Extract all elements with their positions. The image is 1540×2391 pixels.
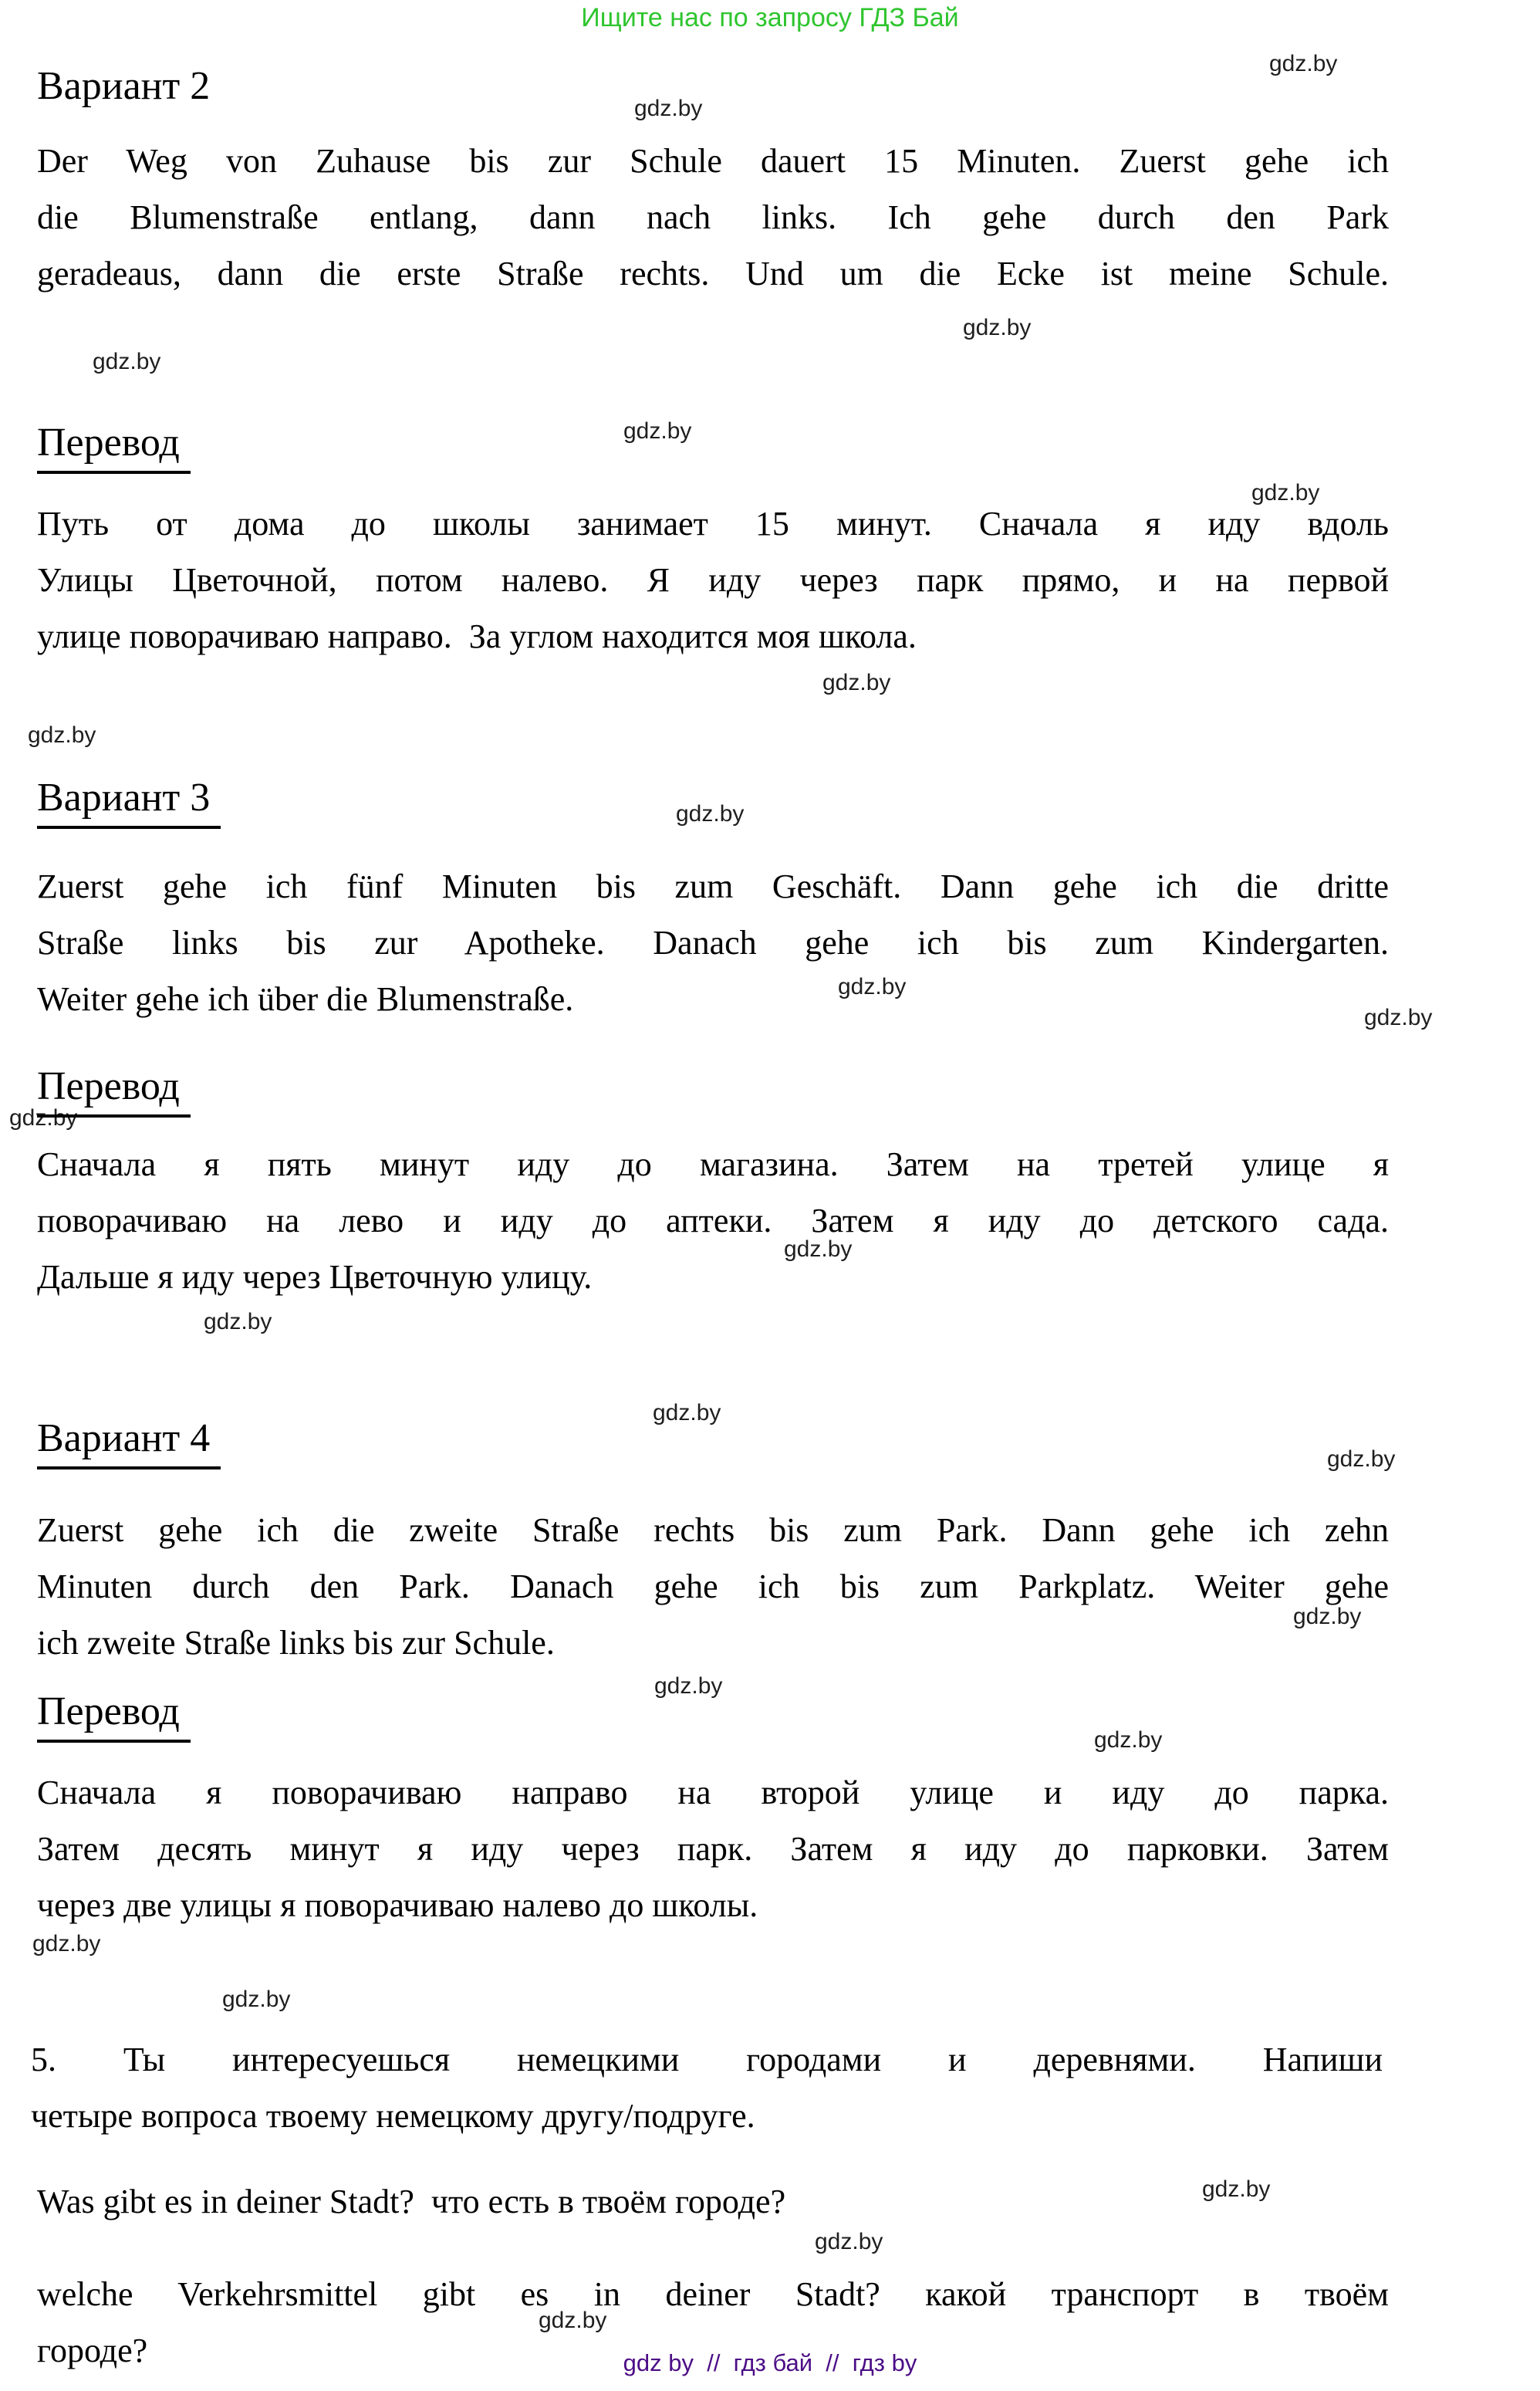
gdz-watermark: gdz.by <box>963 315 1032 340</box>
gdz-watermark: gdz.by <box>623 418 692 444</box>
gdz-watermark: gdz.by <box>838 974 907 999</box>
gdz-watermark: gdz.by <box>676 801 745 827</box>
variant4-heading: Вариант 4 <box>37 1417 221 1469</box>
gdz-watermark: gdz.by <box>204 1309 272 1334</box>
text-line: ich zweite Straße links bis zur Schule. <box>37 1624 555 1662</box>
variant4-translation-heading: Перевод <box>37 1690 191 1743</box>
footer-watermark: gdz by // гдз бай // гдз by <box>623 2349 917 2376</box>
text-line: четыре вопроса твоему немецкому другу/подруге. <box>31 2097 755 2135</box>
gdz-watermark: gdz.by <box>1094 1727 1163 1753</box>
text-line: Путь от дома до школы занимает 15 минут. Сначала я иду вдоль <box>37 505 1389 543</box>
text-line: Дальше я иду через Цветочную улицу. <box>37 1258 593 1296</box>
gdz-watermark: gdz.by <box>1364 1005 1433 1030</box>
gdz-watermark: gdz.by <box>784 1236 853 1262</box>
variant3-translation-heading: Перевод <box>37 1065 191 1118</box>
variant4-russian-paragraph <box>37 1764 1389 1933</box>
text-line: Minuten durch den Park. Danach gehe ich bis zum Parkplatz. Weiter gehe <box>37 1568 1389 1605</box>
gdz-watermark: gdz.by <box>634 96 703 121</box>
variant3-german-paragraph <box>37 858 1389 1027</box>
text-line: поворачиваю на лево и иду до аптеки. Затем я иду до детского сада. <box>37 1202 1389 1239</box>
gdz-watermark: gdz.by <box>1327 1446 1396 1472</box>
text-line: улице поворачиваю направо. За углом находится моя школа. <box>37 617 917 655</box>
gdz-watermark: gdz.by <box>93 349 161 374</box>
text-line: Сначала я поворачиваю направо на второй улице и иду до парка. <box>37 1774 1389 1811</box>
text-line: welche Verkehrsmittel gibt es in deiner Stadt? какой транспорт в твоём <box>37 2275 1389 2313</box>
gdz-watermark: gdz.by <box>539 2308 607 2333</box>
promo-banner: Ищите нас по запросу ГДЗ Бай <box>581 3 959 32</box>
text-line: geradeaus, dann die erste Straße rechts. Und um die Ecke ist meine Schule. <box>37 255 1389 293</box>
gdz-watermark: gdz.by <box>654 1673 723 1699</box>
gdz-watermark: gdz.by <box>32 1931 101 1956</box>
gdz-watermark: gdz.by <box>653 1400 721 1425</box>
variant2-russian-paragraph <box>37 495 1389 665</box>
gdz-watermark: gdz.by <box>1269 51 1338 76</box>
text-line: Weiter gehe ich über die Blumenstraße. <box>37 980 574 1018</box>
text-line: 5. Ты интересуешься немецкими городами и деревнями. Напиши <box>31 2041 1383 2078</box>
text-line: Zuerst gehe ich die zweite Straße rechts bis zum Park. Dann gehe ich zehn <box>37 1511 1389 1549</box>
variant2-translation-heading: Перевод <box>37 421 191 474</box>
text-line: die Blumenstraße entlang, dann nach links. Ich gehe durch den Park <box>37 198 1389 236</box>
text-line: Der Weg von Zuhause bis zur Schule dauert 15 Minuten. Zuerst gehe ich <box>37 142 1389 180</box>
text-line: Was gibt es in deiner Stadt? что есть в твоём городе? <box>37 2183 786 2220</box>
gdz-watermark: gdz.by <box>9 1105 78 1131</box>
text-line: Затем десять минут я иду через парк. Затем я иду до парковки. Затем <box>37 1830 1389 1868</box>
text-line: через две улицы я поворачиваю налево до школы. <box>37 1886 758 1924</box>
text-line: Straße links bis zur Apotheke. Danach gehe ich bis zum Kindergarten. <box>37 924 1389 962</box>
task5-question1 <box>37 2173 1389 2230</box>
variant2-heading: Вариант 2 <box>37 64 211 108</box>
gdz-watermark: gdz.by <box>222 1987 291 2012</box>
text-line: Улицы Цветочной, потом налево. Я иду через парк прямо, и на первой <box>37 561 1389 599</box>
gdz-watermark: gdz.by <box>1293 1604 1362 1629</box>
task5-intro <box>31 2031 1383 2144</box>
text-line: Zuerst gehe ich fünf Minuten bis zum Geschäft. Dann gehe ich die dritte <box>37 867 1389 905</box>
gdz-watermark: gdz.by <box>822 670 891 695</box>
variant3-russian-paragraph <box>37 1136 1389 1305</box>
variant3-heading: Вариант 3 <box>37 776 221 829</box>
variant2-german-paragraph <box>37 133 1389 302</box>
text-line: городе? <box>37 2332 148 2369</box>
gdz-watermark: gdz.by <box>28 722 96 748</box>
text-line: Сначала я пять минут иду до магазина. Затем на третей улице я <box>37 1145 1389 1183</box>
variant4-german-paragraph <box>37 1502 1389 1671</box>
gdz-watermark: gdz.by <box>1251 480 1320 506</box>
gdz-watermark: gdz.by <box>815 2229 883 2254</box>
gdz-watermark: gdz.by <box>1202 2176 1271 2202</box>
